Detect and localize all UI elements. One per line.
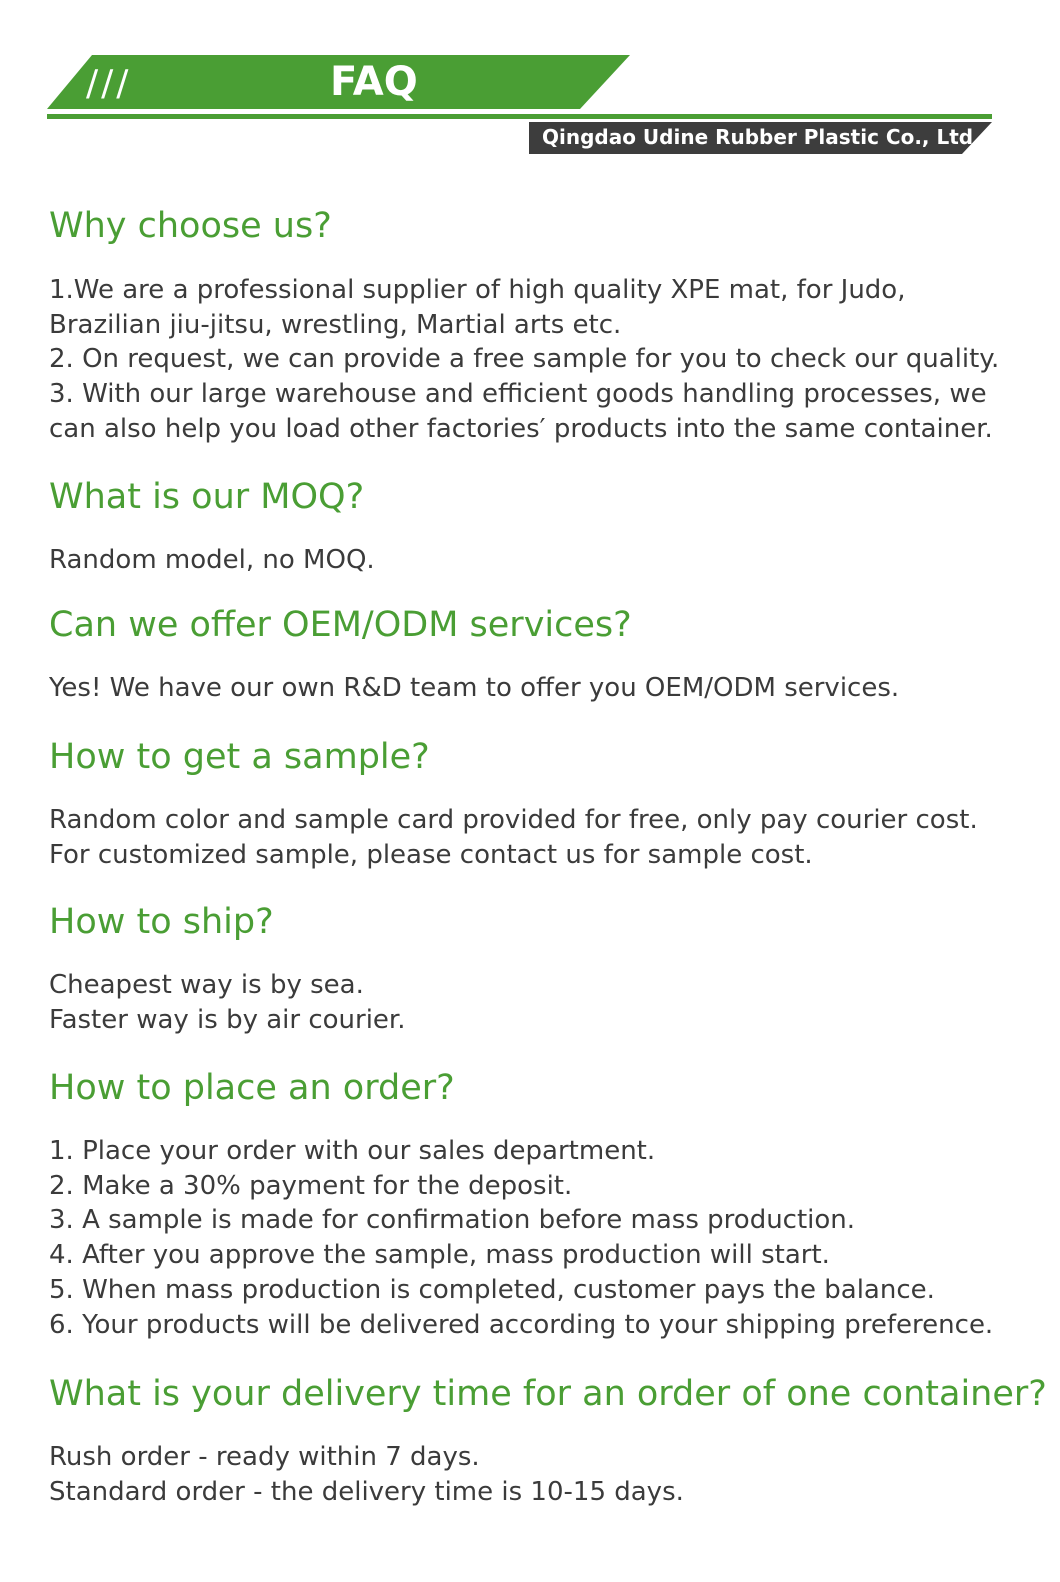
answer-line: can also help you load other factories′ products into the same container. <box>49 413 993 444</box>
faq-question: Why choose us? <box>49 206 332 246</box>
answer-line: 3. With our large warehouse and efficient goods handling processes, we <box>49 379 987 410</box>
faq-question: Can we offer OEM/ODM services? <box>49 605 632 645</box>
faq-question: How to ship? <box>49 902 274 942</box>
answer-line: 3. A sample is made for confirmation before mass production. <box>49 1205 856 1236</box>
faq-answer <box>49 273 999 447</box>
faq-question: What is your delivery time for an order of one container? <box>49 1374 1047 1414</box>
faq-question: How to get a sample? <box>49 737 430 777</box>
header-divider-line <box>47 114 992 119</box>
answer-line: Yes! We have our own R&D team to offer you OEM/ODM services. <box>49 673 900 703</box>
faq-answer <box>49 1134 993 1342</box>
page-title: FAQ <box>330 59 418 105</box>
answer-line: 2. Make a 30% payment for the deposit. <box>49 1170 573 1201</box>
faq-answer <box>49 543 375 578</box>
answer-line: Cheapest way is by sea. <box>49 970 364 1000</box>
faq-answer <box>49 671 899 706</box>
answer-line: Rush order - ready within 7 days. <box>49 1442 480 1472</box>
faq-answer <box>49 1440 684 1509</box>
answer-line: Standard order - the delivery time is 10-15 days. <box>49 1476 684 1507</box>
faq-question: How to place an order? <box>49 1068 455 1108</box>
answer-line: Faster way is by air courier. <box>49 1004 406 1035</box>
answer-line: 1. Place your order with our sales department. <box>49 1136 656 1166</box>
faq-question: What is our MOQ? <box>49 477 365 517</box>
answer-line: 5. When mass production is completed, customer pays the balance. <box>49 1274 935 1305</box>
answer-line: Brazilian jiu-jitsu, wrestling, Martial arts etc. <box>49 309 622 340</box>
answer-line: For customized sample, please contact us for sample cost. <box>49 839 813 870</box>
decorative-slashes: /// <box>86 63 132 104</box>
company-name: Qingdao Udine Rubber Plastic Co., Ltd <box>542 125 974 149</box>
answer-line: 2. On request, we can provide a free sample for you to check our quality. <box>49 344 1000 375</box>
faq-answer <box>49 968 406 1037</box>
answer-line: 1.We are a professional supplier of high quality XPE mat, for Judo, <box>49 275 906 305</box>
faq-header-banner <box>0 0 1060 160</box>
faq-answer <box>49 803 978 872</box>
answer-line: Random color and sample card provided for free, only pay courier cost. <box>49 805 978 835</box>
answer-line: Random model, no MOQ. <box>49 545 375 575</box>
answer-line: 4. After you approve the sample, mass production will start. <box>49 1240 830 1271</box>
answer-line: 6. Your products will be delivered according to your shipping preference. <box>49 1309 994 1340</box>
